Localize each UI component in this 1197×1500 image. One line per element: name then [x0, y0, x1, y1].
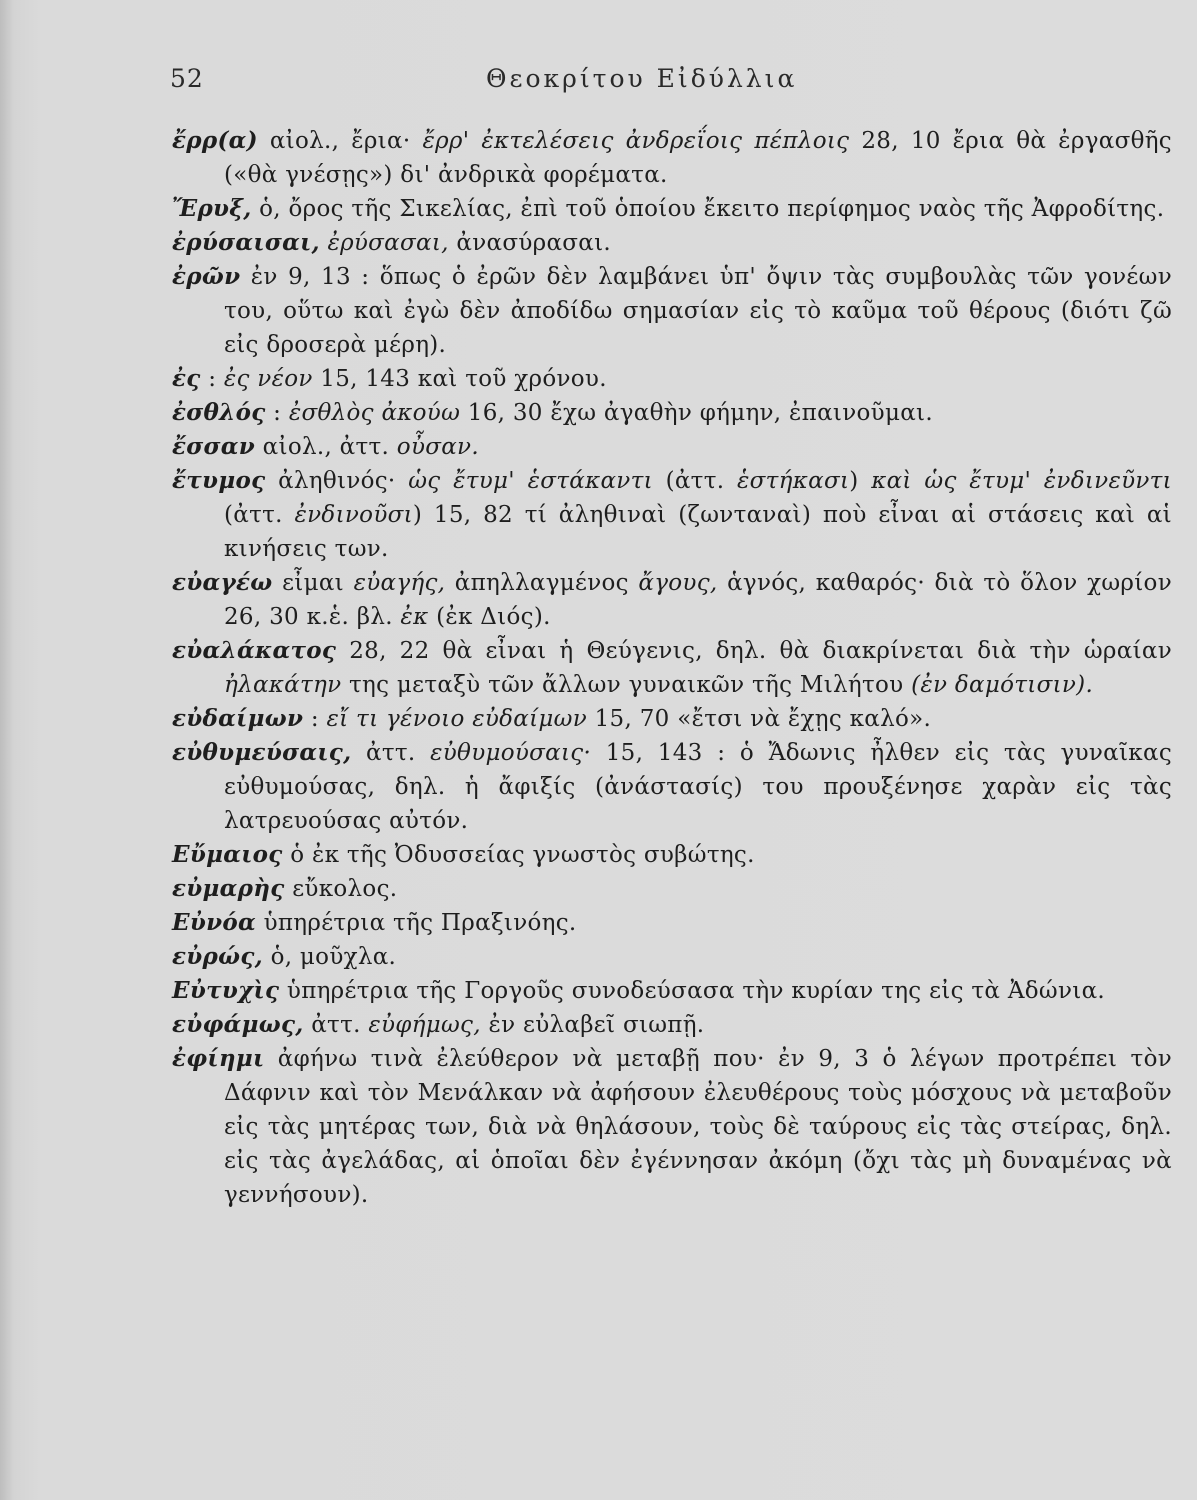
entry-text: εὔκολος.: [284, 876, 398, 902]
entry-text: (ἀττ.: [652, 468, 737, 494]
entry-headword: ἔτυμος: [172, 467, 266, 494]
entry-text: :: [265, 400, 289, 426]
entry-text: ὁ ἐκ τῆς Ὀδυσσείας γνωστὸς συβώτης.: [282, 842, 755, 868]
entry-headword: ἐσθλός: [172, 399, 266, 426]
glossary-entry: [172, 226, 1172, 260]
entry-quote: ἑστήκασι: [737, 468, 850, 494]
entry-text: :: [200, 366, 224, 392]
entry-text: ἀληθινός·: [265, 468, 409, 494]
entry-headword: Εὐνόα: [172, 909, 256, 936]
entry-text: (ἀττ.: [224, 502, 295, 528]
entry-headword: εὐαλάκατος: [172, 637, 337, 664]
entry-text: 16, 30 ἔχω ἀγαθὴν φήμην, ἐπαινοῦμαι.: [460, 400, 933, 426]
entry-headword: εὐφάμως,: [172, 1011, 304, 1038]
glossary-entry: [172, 362, 1172, 396]
entry-quote: ἐνδινοῦσι: [294, 502, 413, 528]
glossary-entry: [172, 430, 1172, 464]
entry-headword: ἐρῶν: [172, 263, 241, 290]
entry-text: :: [303, 706, 327, 732]
entry-headword: εὐαγέω: [172, 569, 273, 596]
entry-text: ἐν εὐλαβεῖ σιωπῇ.: [480, 1012, 705, 1038]
entry-text: 15, 143 : ὁ Ἄδωνις ἦλθεν εἰς τὰς γυναῖκας εὐθυμούσας, δηλ. ἡ ἄφιξίς (ἀνάστασίς) του προυξένησε χαρὰν εἰς τὰς λατρευούσας αὐτόν.: [224, 740, 1172, 834]
entry-headword: ἐς: [172, 365, 201, 392]
entry-quote: εἴ τι γένοιο εὐδαίμων: [326, 706, 588, 732]
entry-quote: (ἐν δαμότισιν).: [911, 672, 1094, 698]
entry-text: ἀφήνω τινὰ ἐλεύθερον νὰ μεταβῇ που· ἐν 9, 3 ὁ λέγων προτρέπει τὸν Δάφνιν καὶ τὸν Μενάλκαν νὰ ἀφήσουν ἐλευθέρους τοὺς μόσχους νὰ μεταβοῦν εἰς τὰς μητέρας των, διὰ νὰ θηλάσουν, τοὺς δὲ ταύρους εἰς τὰς στείρας, δηλ. εἰς τὰς ἀγελάδας, αἱ ὁποῖαι δὲν ἐγέννησαν ἀκόμη (ὄχι τὰς μὴ δυναμένας νὰ γεννήσουν).: [224, 1046, 1172, 1208]
glossary-entry: [172, 464, 1172, 566]
glossary-entry: [172, 940, 1172, 974]
entry-quote: καὶ ὡς ἔτυμ' ἐνδινεῦντι: [871, 468, 1172, 494]
running-header: [170, 64, 1170, 104]
entry-quote: ἄγους,: [638, 570, 718, 596]
entry-quote: ἐρύσασαι,: [319, 230, 449, 256]
entry-headword: Εὔμαιος: [172, 841, 283, 868]
entry-quote: ἠλακάτην: [224, 672, 342, 698]
glossary-entry: [172, 124, 1172, 192]
glossary-entry: [172, 260, 1172, 362]
entry-text: (ἐκ Διός).: [428, 604, 551, 630]
glossary-entry: [172, 702, 1172, 736]
entry-text: 28, 22 θὰ εἶναι ἡ Θεύγενις, δηλ. θὰ διακρίνεται διὰ τὴν ὡραίαν: [336, 638, 1172, 664]
entry-text: εἶμαι: [272, 570, 354, 596]
entry-text: 15, 143 καὶ τοῦ χρόνου.: [312, 366, 607, 392]
entry-headword: ἐφίημι: [172, 1045, 265, 1072]
entry-quote: εὐαγής,: [353, 570, 446, 596]
entry-text: ἀπηλλαγμένος: [445, 570, 639, 596]
entry-headword: εὐρώς,: [172, 943, 263, 970]
glossary-entries: [172, 124, 1172, 1212]
entry-text: ): [849, 468, 872, 494]
entry-text: αἰολ., ἔρια·: [257, 128, 423, 154]
glossary-entry: [172, 1008, 1172, 1042]
entry-quote: ἔρρ' ἐκτελέσεις ἀνδρεΐοις πέπλοις: [422, 128, 850, 154]
entry-headword: εὐθυμεύσαις,: [172, 739, 352, 766]
entry-text: ὑπηρέτρια τῆς Γοργοῦς συνοδεύσασα τὴν κυρίαν της εἰς τὰ Ἀδώνια.: [279, 978, 1106, 1004]
entry-headword: ἔσσαν: [172, 433, 256, 460]
glossary-entry: [172, 396, 1172, 430]
running-title: Θεοκρίτου Εἰδύλλια: [486, 64, 798, 93]
entry-text: ) 15, 82 τί ἀληθιναὶ (ζωνταναὶ) ποὺ εἶναι αἱ στάσεις καὶ αἱ κινήσεις των.: [224, 502, 1172, 562]
entry-quote: εὐφήμως,: [368, 1012, 481, 1038]
page-number: 52: [170, 64, 204, 93]
entry-quote: ἐσθλὸς ἀκούω: [288, 400, 461, 426]
glossary-entry: [172, 192, 1172, 226]
entry-headword: Εὐτυχὶς: [172, 977, 280, 1004]
glossary-entry: [172, 634, 1172, 702]
entry-text: ἀττ.: [303, 1012, 369, 1038]
entry-text: ἀττ.: [351, 740, 431, 766]
entry-quote: ὡς ἔτυμ' ἑστάκαντι: [408, 468, 653, 494]
entry-text: ὑπηρέτρια τῆς Πραξινόης.: [256, 910, 577, 936]
entry-headword: Ἔρυξ,: [172, 195, 252, 222]
entry-headword: ἔρρ(α): [172, 127, 258, 154]
glossary-entry: [172, 974, 1172, 1008]
entry-text: ἀνασύρασαι.: [448, 230, 612, 256]
entry-text: αἰολ., ἀττ.: [255, 434, 397, 460]
entry-text: 28, 10 ἔρια θὰ ἐργασθῆς («θὰ γνέσῃς») δι' ἀνδρικὰ φορέματα.: [224, 128, 1172, 188]
entry-text: ὁ, μοῦχλα.: [262, 944, 397, 970]
entry-text: ὁ, ὄρος τῆς Σικελίας, ἐπὶ τοῦ ὁποίου ἔκειτο περίφημος ναὸς τῆς Ἀφροδίτης.: [251, 196, 1165, 222]
entry-quote: οὖσαν.: [396, 434, 479, 460]
glossary-entry: [172, 566, 1172, 634]
glossary-entry: [172, 1042, 1172, 1212]
glossary-entry: [172, 736, 1172, 838]
entry-quote: εὐθυμούσαις·: [430, 740, 592, 766]
entry-quote: ἐς νέον: [223, 366, 313, 392]
entry-text: ἁγνός, καθαρός· διὰ τὸ ὅλον χωρίον 26, 30 κ.ἑ. βλ.: [224, 570, 1172, 630]
entry-headword: εὐμαρὴς: [172, 875, 285, 902]
entry-text: της μεταξὺ τῶν ἄλλων γυναικῶν τῆς Μιλήτου: [341, 672, 912, 698]
entry-text: ἐν 9, 13 : ὅπως ὁ ἐρῶν δὲν λαμβάνει ὑπ' ὄψιν τὰς συμβουλὰς τῶν γονέων του, οὕτω καὶ ἐγὼ δὲν ἀποδίδω σημασίαν εἰς τὸ καῦμα τοῦ θέρους (διότι ζῶ εἰς δροσερὰ μέρη).: [224, 264, 1172, 358]
entry-quote: ἐκ: [400, 604, 429, 630]
entry-headword: εὐδαίμων: [172, 705, 304, 732]
glossary-entry: [172, 838, 1172, 872]
glossary-entry: [172, 906, 1172, 940]
entry-text: 15, 70 «ἔτσι νὰ ἔχῃς καλό».: [587, 706, 932, 732]
entry-headword: ἐρύσαισαι,: [172, 229, 320, 256]
glossary-entry: [172, 872, 1172, 906]
